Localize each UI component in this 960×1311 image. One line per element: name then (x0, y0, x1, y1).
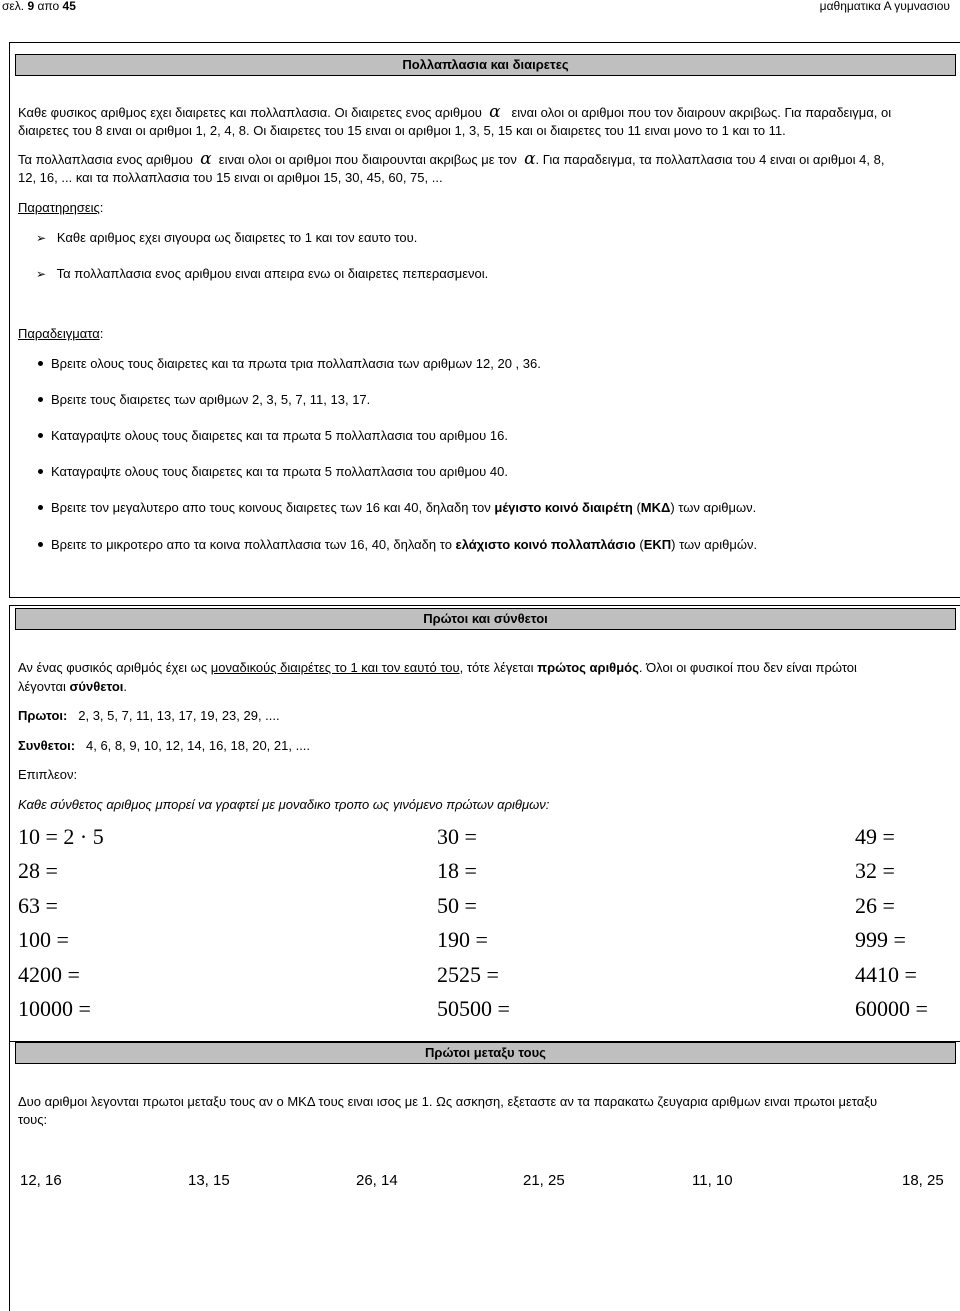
section-title-primes: Πρώτοι και σύνθετοι (15, 608, 956, 630)
example-item (38, 427, 508, 445)
text: ( (639, 537, 644, 552)
examples-label: Παραδειγματα (18, 326, 100, 341)
paragraph-primes-line2 (18, 678, 127, 696)
colon: : (63, 708, 68, 723)
text: ειναι ολοι οι αριθμοι που διαιρουνται ακριβως με τον (218, 152, 517, 167)
page-total: 45 (62, 0, 76, 13)
equation: 10000 = (18, 996, 91, 1021)
example-item (38, 536, 757, 554)
section-title-coprimes: Πρώτοι μεταξυ τους (15, 1042, 956, 1064)
bullet-icon (38, 433, 43, 438)
colon: : (70, 738, 76, 753)
example-item (38, 355, 541, 373)
text: ) των αριθμών. (671, 537, 758, 552)
section-frame-coprimes (9, 1041, 960, 1311)
paragraph-primes-line1 (18, 659, 857, 677)
primes-label: Πρωτοι (18, 708, 64, 723)
example-item (38, 391, 370, 409)
note-text: Καθε αριθμος εχει σιγουρα ως διαιρετες το 1 και τον εαυτο του. (56, 230, 418, 245)
paragraph-multiples-line1 (18, 150, 884, 169)
example-text: Βρειτε τον μεγαλυτερο απο τους κοινους διαιρετες των 16 και 40, δηλαδη τον (51, 500, 491, 515)
composites-list (18, 737, 310, 755)
notes-label: Παρατηρησεις (18, 200, 100, 215)
text: λέγονται (18, 679, 66, 694)
equation: 60000 = (855, 996, 928, 1021)
number-pair: 21, 25 (523, 1172, 565, 1189)
equation: 4410 = (855, 962, 917, 987)
note-item (36, 229, 417, 247)
text: , τότε λέγεται (459, 660, 534, 675)
example-item (38, 499, 756, 517)
arrow-bullet-icon: ➢ (36, 231, 47, 245)
composite-term: σύνθετοι (69, 679, 124, 694)
page-number (2, 0, 76, 13)
composites-label: Συνθετοι (18, 738, 71, 753)
example-item (38, 463, 508, 481)
number-pair: 11, 10 (692, 1172, 733, 1189)
alpha-symbol: α (200, 149, 212, 169)
page-current: 9 (27, 0, 35, 13)
equation: 999 = (855, 927, 906, 952)
text: ( (636, 500, 641, 515)
bullet-icon (38, 469, 43, 474)
note-text: Τα πολλαπλασια ενος αριθμου ειναι απειρα ενω οι διαιρετες πεπερασμενοι. (56, 266, 489, 281)
primes-value: 2, 3, 5, 7, 11, 13, 17, 19, 23, 29, .... (78, 708, 280, 723)
text: Καθε φυσικος αριθμος εχει διαιρετες και πολλαπλασια. Οι διαιρετες ενος αριθμου (18, 105, 482, 120)
underlined-text: μοναδικούς διαιρέτες το 1 και τον εαυτό του (210, 660, 460, 675)
page-of: απο (37, 0, 60, 13)
example-text: Βρειτε τους διαιρετες των αριθμων 2, 3, 5, 7, 11, 13, 17. (51, 392, 371, 407)
examples-heading (18, 325, 103, 343)
gcd-abbr: ΜΚΔ (640, 500, 671, 515)
equation: 28 = (18, 858, 58, 883)
text: . (123, 679, 128, 694)
lcm-abbr: ΕΚΠ (643, 537, 672, 552)
equation: 18 = (437, 858, 477, 883)
course-title: μαθηματικα Α γυμνασιου (819, 0, 950, 13)
example-text: Καταγραψτε ολους τους διαιρετες και τα πρωτα 5 πολλαπλασια του αριθμου 16. (51, 428, 508, 443)
page-header (0, 0, 960, 14)
equation: 100 = (18, 927, 69, 952)
text: . Όλοι οι φυσικοί που δεν είναι πρώτοι (638, 660, 857, 675)
composites-value: 4, 6, 8, 9, 10, 12, 14, 16, 18, 20, 21, .... (85, 738, 311, 753)
example-text: Καταγραψτε ολους τους διαιρετες και τα πρωτα 5 πολλαπλασια του αριθμου 40. (51, 464, 508, 479)
paragraph-coprimes-line2: τους: (18, 1112, 48, 1127)
factorization-statement: Καθε σύνθετος αριθμος μπορεί να γραφτεί με μοναδικο τροπο ως γινόμενο πρώτων αριθμων: (18, 797, 550, 812)
colon: : (99, 200, 104, 215)
bullet-icon (38, 397, 43, 402)
paragraph-multiples-line2: 12, 16, ... και τα πολλαπλασια του 15 ειναι οι αριθμοι 15, 30, 45, 60, 75, ... (18, 170, 443, 185)
paragraph-divisors-line2: διαιρετες του 8 ειναι οι αριθμοι 1, 2, 4, 8. Οι διαιρετες του 15 ειναι οι αριθμοι 1, 3, 5, 15 και οι διαιρετες του 11 ειναι μονο το 1 και το 11. (18, 123, 786, 138)
text: Αν ένας φυσικός αριθμός έχει ως (18, 660, 208, 675)
number-pair: 12, 16 (20, 1172, 62, 1189)
alpha-symbol: α (489, 102, 501, 122)
bullet-icon (38, 542, 43, 547)
equation: 50500 = (437, 996, 510, 1021)
number-pair: 18, 25 (902, 1172, 944, 1189)
equation: 49 = (855, 824, 895, 849)
section-title-multiples: Πολλαπλασια και διαιρετες (15, 54, 956, 76)
lcm-term: ελάχιστο κοινό πολλαπλάσιο (455, 537, 636, 552)
example-text: Βρειτε ολους τους διαιρετες και τα πρωτα τρια πολλαπλασια των αριθμων 12, 20 , 36. (51, 356, 541, 371)
notes-heading (18, 199, 103, 217)
alpha-symbol: α (524, 149, 536, 169)
arrow-bullet-icon: ➢ (36, 267, 47, 281)
text: Τα πολλαπλασια ενος αριθμου (18, 152, 193, 167)
note-item (36, 265, 488, 283)
text: ) των αριθμων. (670, 500, 757, 515)
equation: 10 = 2 · 5 (18, 824, 104, 849)
bullet-icon (38, 361, 43, 366)
equation: 190 = (437, 927, 488, 952)
page-prefix: σελ. (2, 0, 25, 13)
bullet-icon (38, 505, 43, 510)
gcd-term: μέγιστο κοινό διαιρέτη (494, 500, 633, 515)
paragraph-divisors-line1 (18, 103, 891, 122)
number-pair: 13, 15 (188, 1172, 230, 1189)
number-pair: 26, 14 (356, 1172, 398, 1189)
text: . Για παραδειγμα, τα πολλαπλασια του 4 ειναι οι αριθμοι 4, 8, (535, 152, 885, 167)
equation: 26 = (855, 893, 895, 918)
more-label: Επιπλεον: (18, 767, 78, 782)
prime-term: πρώτος αριθμός (537, 660, 639, 675)
equation: 2525 = (437, 962, 499, 987)
equation: 32 = (855, 858, 895, 883)
equation: 63 = (18, 893, 58, 918)
equation: 30 = (437, 824, 477, 849)
equation: 50 = (437, 893, 477, 918)
example-text: Βρειτε το μικροτερο απο τα κοινα πολλαπλασια των 16, 40, δηλαδη το (51, 537, 452, 552)
text: ειναι ολοι οι αριθμοι που τον διαιρουν ακριβως. Για παραδειγμα, οι (511, 105, 892, 120)
primes-list (18, 707, 280, 725)
paragraph-coprimes-line1: Δυο αριθμοι λεγονται πρωτοι μεταξυ τους αν ο ΜΚΔ τους ειναι ισος με 1. Ως ασκηση, εξεταστε αν τα παρακατω ζευγαρια αριθμων ειναι πρωτοι μεταξυ (18, 1094, 878, 1109)
equation: 4200 = (18, 962, 80, 987)
colon: : (99, 326, 104, 341)
